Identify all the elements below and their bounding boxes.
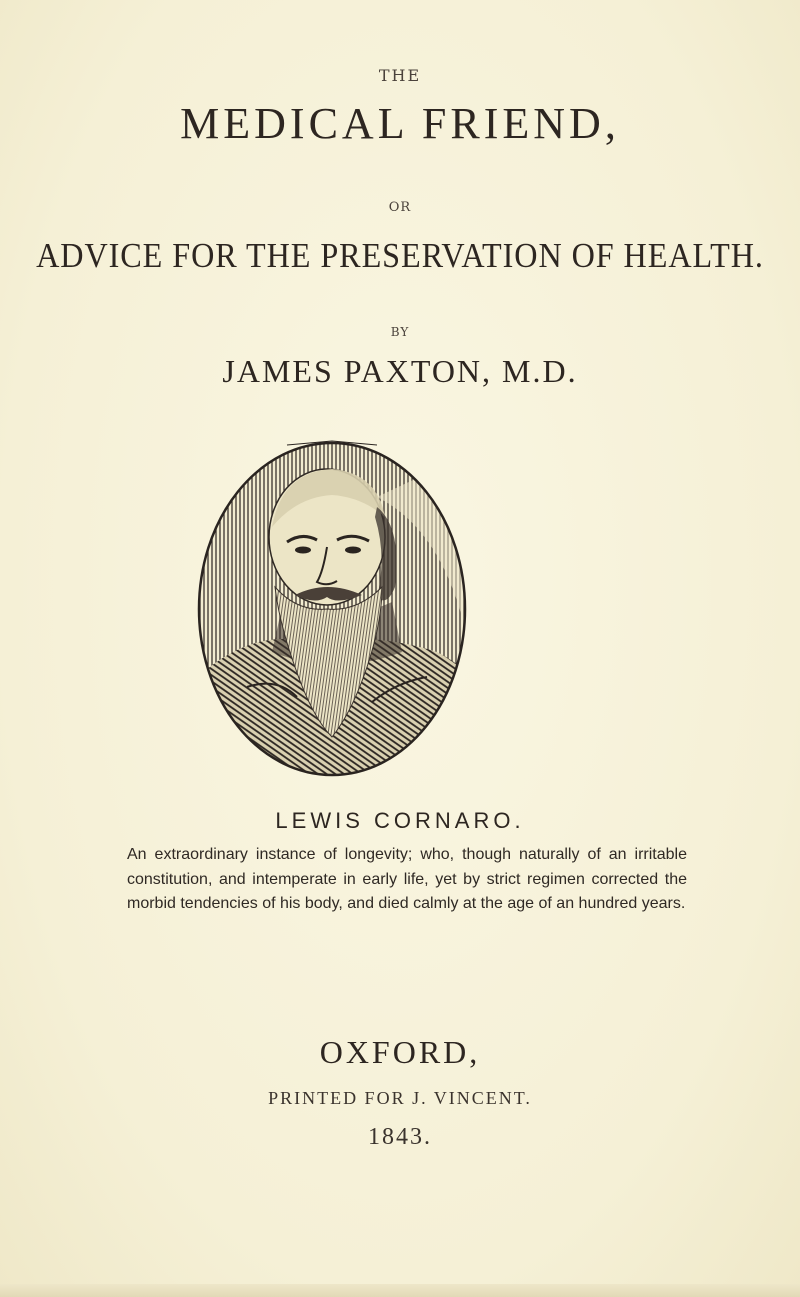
imprint-city: OXFORD, xyxy=(319,1034,481,1070)
book-subtitle: ADVICE FOR THE PRESERVATION OF HEALTH. xyxy=(36,236,764,275)
portrait-engraving-icon xyxy=(187,437,477,782)
book-title: MEDICAL FRIEND, xyxy=(180,99,620,148)
author-name: JAMES PAXTON, M.D. xyxy=(222,353,578,389)
portrait-subject-name: LEWIS CORNARO. xyxy=(275,808,525,833)
imprint-printer: PRINTED FOR J. VINCENT. xyxy=(268,1088,532,1108)
page-bottom-edge xyxy=(0,1284,800,1297)
imprint-year: 1843. xyxy=(368,1124,432,1150)
by-line: BY xyxy=(390,325,410,339)
title-article: THE xyxy=(378,66,422,85)
title-conjunction: OR xyxy=(388,200,412,215)
portrait-caption: An extraordinary instance of longevity; who, though naturally of an irritable constitution, and intemperate in early life, yet by strict regimen corrected the morbid tendencies of his body, and died calmly at the age of an hundred years. xyxy=(127,846,687,912)
